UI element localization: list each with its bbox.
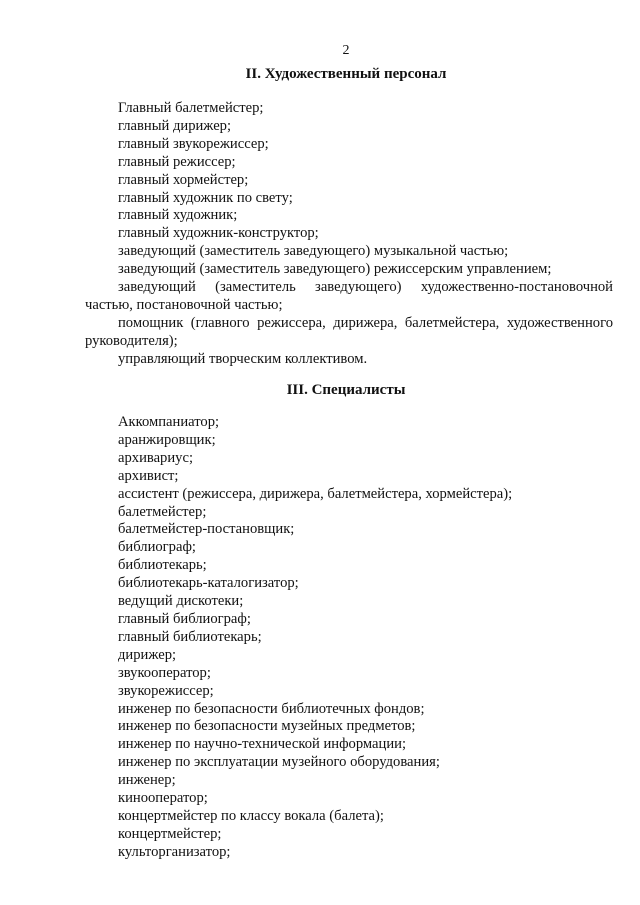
list-item: ассистент (режиссера, дирижера, балетмейстера, хормейстера); [118,485,513,502]
list-item: инженер по эксплуатации музейного оборудования; [118,754,440,771]
list-item: главный библиограф; [118,610,251,627]
specialists-list [85,414,613,862]
list-item: архивист; [118,467,179,484]
list-item: инженер по безопасности музейных предметов; [118,718,416,735]
list-item: звукооператор; [118,664,211,681]
page-number: 2 [342,43,350,58]
list-item: Главный балетмейстер; [118,100,264,116]
list-item: архивариус; [118,449,193,466]
list-item: библиотекарь-каталогизатор; [118,575,299,592]
list-item: инженер по безопасности библиотечных фондов; [118,700,425,717]
list-item: главный хормейстер; [118,171,249,188]
list-item: инженер; [118,772,176,789]
list-item: концертмейстер; [118,825,222,842]
list-item: ведущий дискотеки; [118,593,244,610]
list-item: помощник (главного режиссера, дирижера, балетмейстера, художественного руководителя); [85,314,613,349]
list-item: библиограф; [118,539,196,556]
list-item: заведующий (заместитель заведующего) режиссерским управлением; [118,261,552,278]
artistic-staff-list [85,100,613,369]
list-item: главный художник; [118,207,238,224]
list-item: заведующий (заместитель заведующего) музыкальной частью; [118,243,509,260]
list-item: главный библиотекарь; [118,628,262,645]
list-item: дирижер; [118,646,177,663]
list-item: аранжировщик; [118,431,216,448]
list-item: заведующий (заместитель заведующего) художественно-постановочной частью, постановочной частью; [85,279,613,313]
list-item: главный режиссер; [118,153,236,170]
list-item: управляющий творческим коллективом. [118,350,368,367]
list-item: инженер по научно-технической информации; [118,736,407,753]
list-item: балетмейстер; [118,503,207,520]
list-item: концертмейстер по классу вокала (балета); [118,807,384,824]
list-item: балетмейстер-постановщик; [118,521,295,538]
list-item: главный художник по свету; [118,189,293,206]
list-item: главный художник-конструктор; [118,225,319,242]
section-heading-artistic-staff: II. Художественный персонал [245,66,447,82]
list-item: звукорежиссер; [118,682,214,699]
list-item: библиотекарь; [118,557,207,574]
list-item: главный звукорежиссер; [118,135,269,152]
list-item: кинооператор; [118,790,208,807]
section-heading-specialists: III. Специалисты [286,382,406,398]
list-item: Аккомпаниатор; [118,414,220,430]
list-item: культорганизатор; [118,843,231,860]
list-item: главный дирижер; [118,117,232,134]
